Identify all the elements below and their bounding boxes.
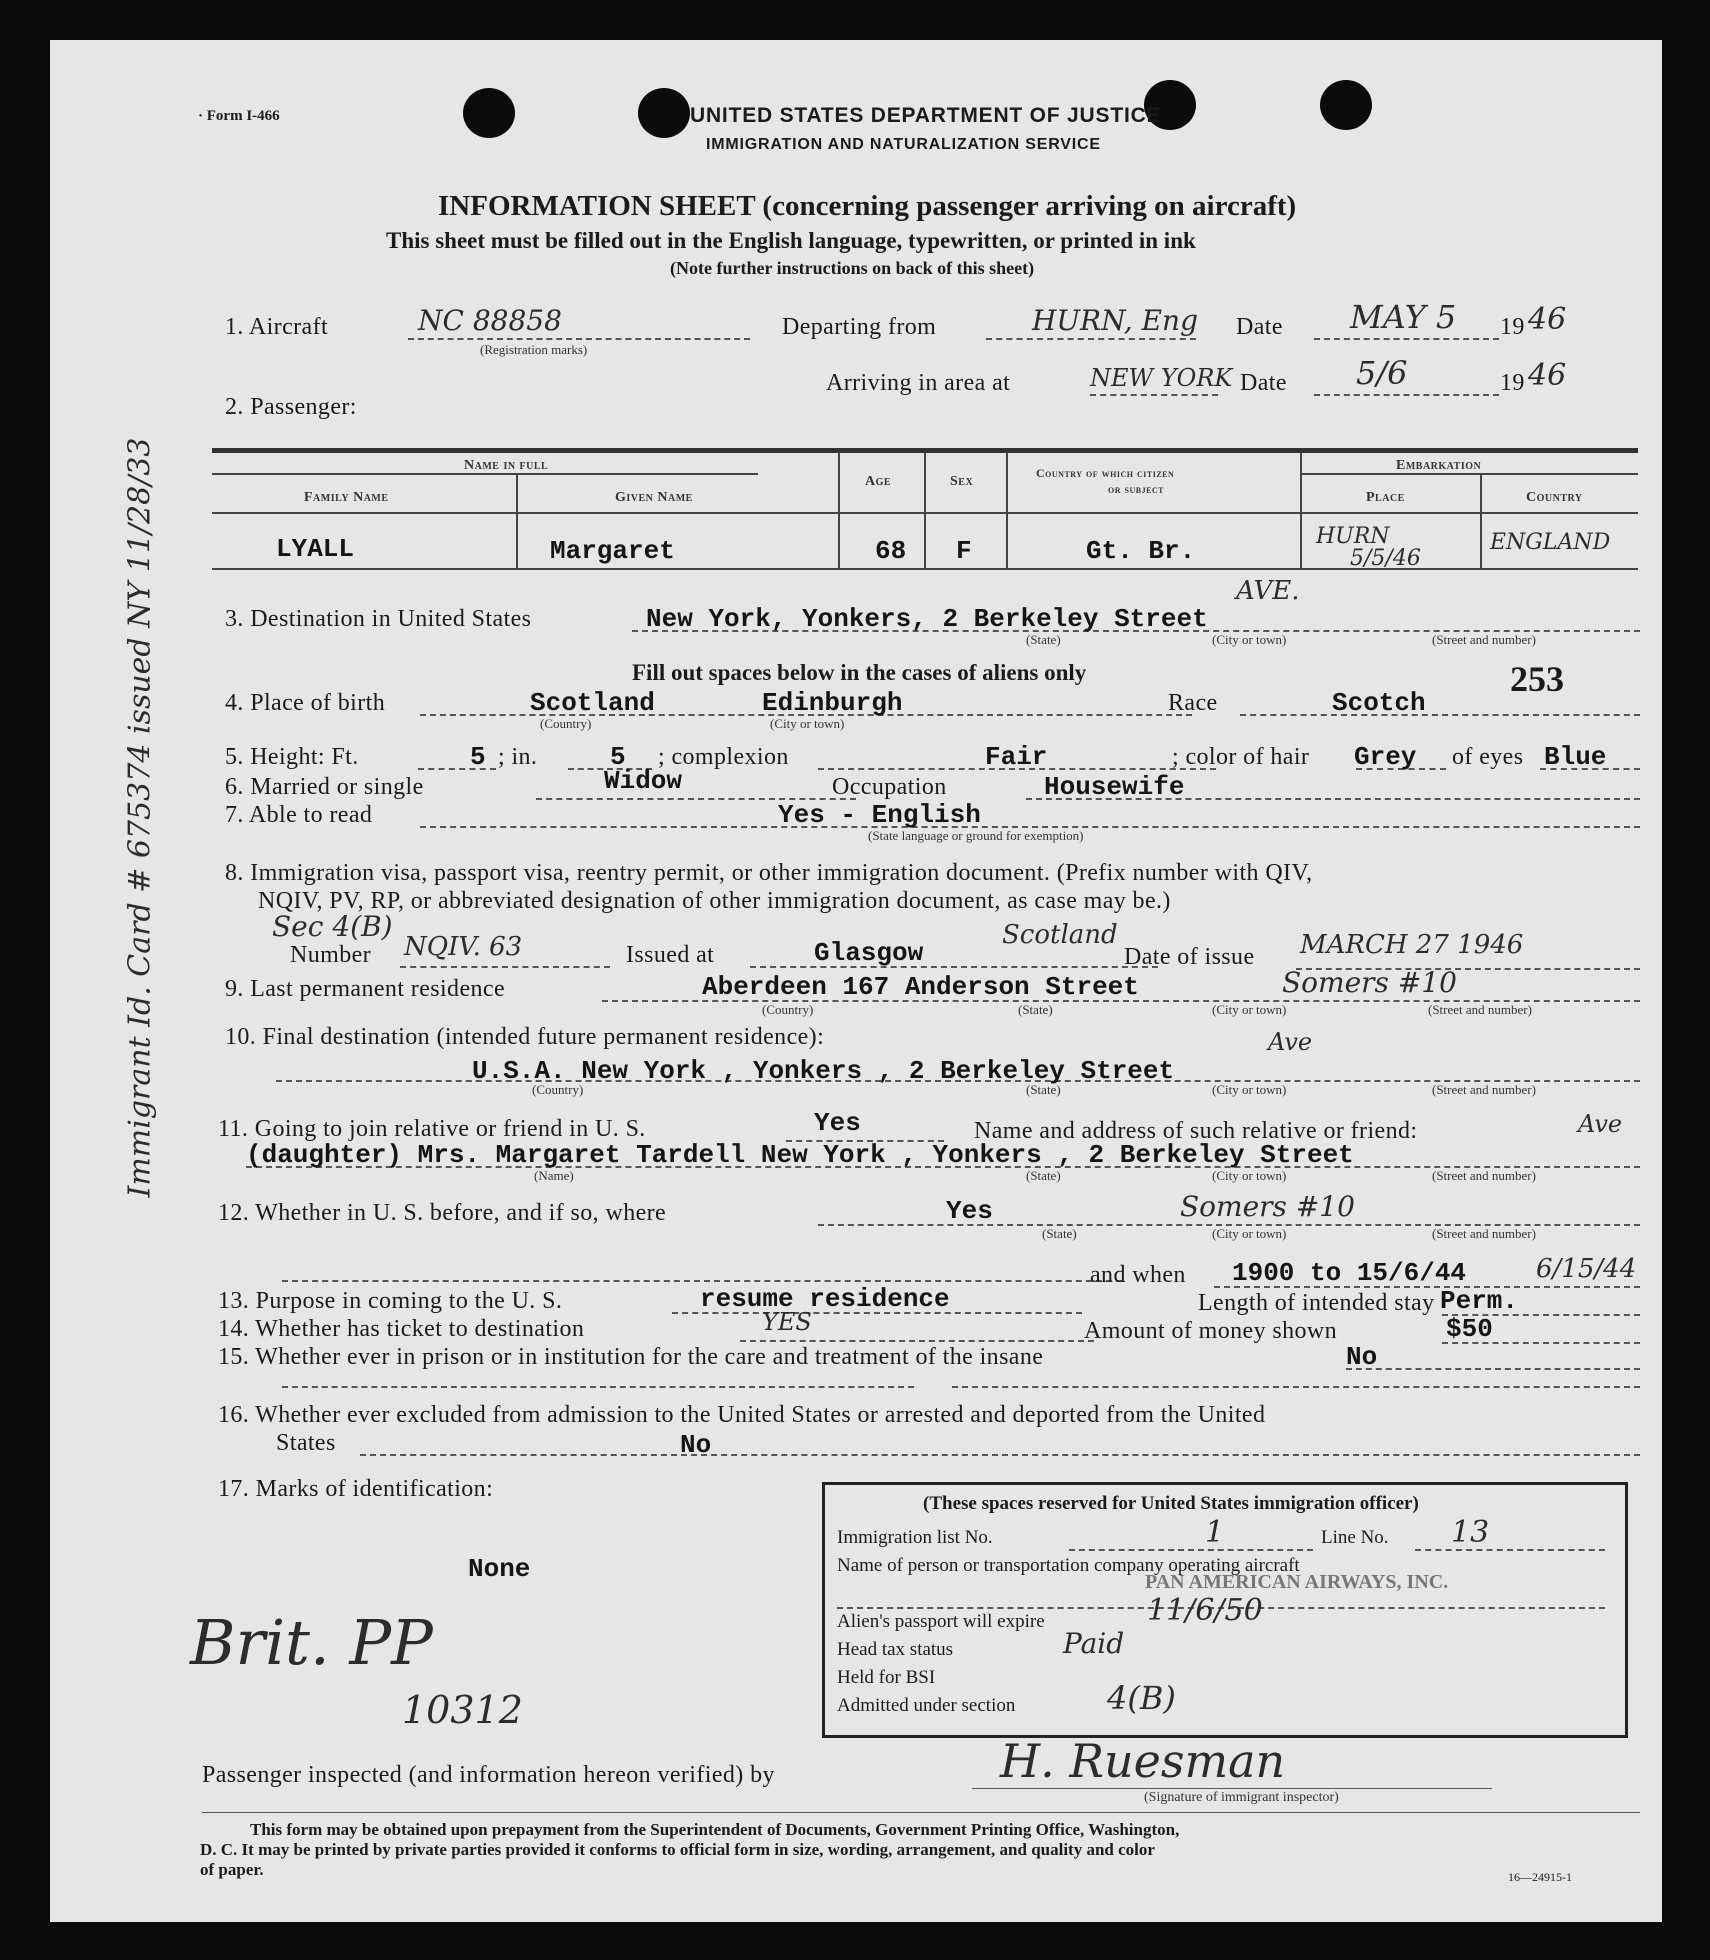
age-value[interactable]: 68 <box>875 536 907 566</box>
read-value[interactable]: Yes - English <box>778 800 981 830</box>
prison-line <box>1346 1368 1640 1370</box>
birth-city-value[interactable]: Edinburgh <box>762 688 903 718</box>
officer-box <box>822 1482 1628 1738</box>
prior-visit-value[interactable]: Yes <box>946 1196 993 1226</box>
table-rule <box>212 568 1638 570</box>
purpose-label: 13. Purpose in coming to the U. S. <box>218 1288 563 1314</box>
issued-line <box>750 966 1158 968</box>
stay-value[interactable]: Perm. <box>1440 1286 1519 1316</box>
prison-line-3 <box>952 1386 1640 1388</box>
state-caption: (State) <box>1018 1002 1053 1017</box>
aircraft-value[interactable]: NC 88858 <box>418 304 562 337</box>
section-note: Sec 4(B) <box>272 910 393 943</box>
stay-label: Length of intended stay <box>1198 1290 1435 1316</box>
admitted-section-value[interactable]: 4(B) <box>1107 1679 1176 1717</box>
complexion-value[interactable]: Fair <box>985 742 1048 772</box>
identification-label: 17. Marks of identification: <box>218 1476 494 1502</box>
instruction-line: This sheet must be filled out in the English language, typewritten, or printed in ink <box>386 228 1196 253</box>
inspector-signature[interactable]: H. Ruesman <box>1000 1734 1286 1788</box>
table-divider <box>924 452 926 568</box>
sheet-title: INFORMATION SHEET (concerning passenger arriving on aircraft) <box>438 190 1297 222</box>
state-caption: (State) <box>1026 1168 1061 1183</box>
issued-label: Issued at <box>626 942 715 968</box>
date-line <box>1314 394 1499 396</box>
relative-value[interactable]: Yes <box>814 1108 861 1138</box>
table-divider <box>1300 452 1302 568</box>
height-in-value[interactable]: 5 <box>610 742 626 772</box>
race-value[interactable]: Scotch <box>1332 688 1426 718</box>
aircraft-label: 1. Aircraft <box>225 314 329 340</box>
state-caption: (State) <box>1026 1082 1061 1097</box>
state-caption: (State) <box>1026 632 1061 647</box>
street-caption: (Street and number) <box>1428 1002 1532 1017</box>
city-caption: (City or town) <box>1212 1168 1287 1183</box>
head-tax-label: Head tax status <box>837 1639 954 1660</box>
date-label: Date <box>1240 370 1287 396</box>
ticket-line <box>740 1340 1094 1342</box>
embarkation-place-value[interactable]: HURN <box>1316 524 1390 549</box>
street-caption: (Street and number) <box>1432 632 1536 647</box>
arriving-label: Arriving in area at <box>826 370 1011 396</box>
issued-value[interactable]: Glasgow <box>814 938 924 968</box>
height-ft-value[interactable]: 5 <box>470 742 486 772</box>
height-label: 5. Height: Ft. <box>225 744 359 770</box>
marital-label: 6. Married or single <box>225 774 424 800</box>
excluded-line <box>360 1454 1640 1456</box>
state-caption: (State) <box>1042 1226 1077 1241</box>
passport-note: Brit. PP <box>190 1606 433 1679</box>
arriving-value[interactable]: NEW YORK <box>1090 364 1233 392</box>
read-label: 7. Able to read <box>225 802 373 828</box>
ticket-value[interactable]: YES <box>762 1308 812 1336</box>
list-number-value[interactable]: 1 <box>1205 1515 1225 1550</box>
arriving-line <box>1090 394 1218 396</box>
operator-label: Name of person or transportation company operating aircraft <box>837 1555 1300 1576</box>
citizen-value[interactable]: Gt. Br. <box>1086 536 1196 566</box>
given-name-value[interactable]: Margaret <box>550 536 675 566</box>
street-caption: (Street and number) <box>1432 1226 1536 1241</box>
table-divider <box>838 452 840 568</box>
family-name-value[interactable]: LYALL <box>276 534 355 564</box>
footer-line-3: of paper. <box>200 1860 264 1879</box>
excluded-label: 16. Whether ever excluded from admission to the United States or arrested and deported from the United <box>218 1402 1266 1428</box>
residence-value[interactable]: Aberdeen 167 Anderson Street <box>702 972 1139 1002</box>
departing-date[interactable]: MAY 5 <box>1350 298 1457 336</box>
hair-label: ; color of hair <box>1172 744 1310 770</box>
prior-visit-hand: Somers #10 <box>1180 1190 1355 1223</box>
prison-value[interactable]: No <box>1346 1342 1378 1372</box>
embarkation-country-header: Country <box>1526 490 1583 505</box>
purpose-value[interactable]: resume residence <box>700 1284 950 1314</box>
issued-hand: Scotland <box>1002 920 1118 950</box>
punch-hole <box>638 88 690 138</box>
footer-code: 16—24915-1 <box>1508 1870 1572 1884</box>
when-label: and when <box>1090 1262 1186 1288</box>
agency-name: UNITED STATES DEPARTMENT OF JUSTICE <box>690 104 1162 127</box>
destination-label: 3. Destination in United States <box>225 606 532 632</box>
signature-line <box>972 1788 1492 1789</box>
passport-number-note: 10312 <box>402 1688 523 1732</box>
race-label: Race <box>1168 690 1218 716</box>
prison-label: 15. Whether ever in prison or in institution for the care and treatment of the insane <box>218 1344 1044 1370</box>
city-caption: (City or town) <box>1212 1002 1287 1017</box>
occupation-label: Occupation <box>832 774 947 800</box>
money-label: Amount of money shown <box>1084 1318 1338 1344</box>
ticket-label: 14. Whether has ticket to destination <box>218 1316 585 1342</box>
passport-expire-label: Alien's passport will expire <box>837 1611 1045 1632</box>
punch-hole <box>1320 80 1372 130</box>
form-number: · Form I-466 <box>198 108 280 124</box>
head-tax-value[interactable]: Paid <box>1063 1627 1125 1660</box>
departing-year[interactable]: 46 <box>1528 302 1567 337</box>
embarkation-country-value[interactable]: ENGLAND <box>1490 530 1611 555</box>
signature-caption: (Signature of immigrant inspector) <box>1144 1790 1339 1805</box>
date-label: Date <box>1236 314 1283 340</box>
country-subject-header: or subject <box>1108 482 1165 496</box>
issue-date-value[interactable]: MARCH 27 1946 <box>1300 930 1524 960</box>
form-sheet <box>50 40 1662 1922</box>
table-divider <box>516 473 518 568</box>
instruction-note: (Note further instructions on back of this sheet) <box>670 258 1035 278</box>
passport-expire-value[interactable]: 11/6/50 <box>1147 1593 1263 1628</box>
date-line <box>1314 338 1499 340</box>
street-caption: (Street and number) <box>1432 1168 1536 1183</box>
admitted-section-label: Admitted under section <box>837 1695 1016 1716</box>
punch-hole <box>463 88 515 138</box>
complexion-label: ; complexion <box>658 744 789 770</box>
visa-label-cont: NQIV, PV, RP, or abbreviated designation of other immigration document, as case may be.) <box>258 888 1171 914</box>
aircraft-line <box>408 338 750 340</box>
visa-label: 8. Immigration visa, passport visa, reentry permit, or other immigration document. (Prefix number with QIV, <box>225 860 1313 886</box>
bsi-label: Held for BSI <box>837 1667 936 1688</box>
departing-label: Departing from <box>782 314 937 340</box>
residence-hand: Somers #10 <box>1282 966 1457 999</box>
visa-number-value[interactable]: NQIV. 63 <box>404 932 523 962</box>
identification-value[interactable]: None <box>468 1554 531 1584</box>
inches-label: ; in. <box>498 744 538 770</box>
race-line <box>1240 714 1640 716</box>
city-caption: (City or town) <box>1212 1226 1287 1241</box>
embarkation-date-value[interactable]: 5/5/46 <box>1350 546 1421 571</box>
inspection-label: Passenger inspected (and information hereon verified) by <box>202 1762 775 1788</box>
arriving-year[interactable]: 46 <box>1528 358 1567 393</box>
country-caption: (Country) <box>762 1002 814 1017</box>
excluded-label-cont: States <box>276 1430 336 1456</box>
eyes-label: of eyes <box>1452 744 1524 770</box>
visa-number-line <box>400 966 610 968</box>
residence-label: 9. Last permanent residence <box>225 976 506 1002</box>
occupation-value[interactable]: Housewife <box>1044 772 1185 802</box>
departing-value[interactable]: HURN, Eng <box>1032 304 1199 337</box>
country-citizen-header: Country of which citizen <box>1036 466 1175 480</box>
read-caption: (State language or ground for exemption) <box>868 828 1084 843</box>
excluded-value[interactable]: No <box>680 1430 712 1460</box>
registration-caption: (Registration marks) <box>480 342 588 357</box>
money-value[interactable]: $50 <box>1446 1314 1493 1344</box>
given-name-header: Given Name <box>615 490 693 505</box>
relative-correction: Ave <box>1578 1110 1623 1138</box>
eyes-value[interactable]: Blue <box>1544 742 1607 772</box>
relative-address-value[interactable]: (daughter) Mrs. Margaret Tardell New York , Yonkers , 2 Berkeley Street <box>246 1140 1354 1170</box>
street-caption: (Street and number) <box>1432 1082 1536 1097</box>
when-hand: 6/15/44 <box>1536 1254 1637 1284</box>
family-name-header: Family Name <box>304 490 389 505</box>
passenger-label: 2. Passenger: <box>225 394 357 420</box>
line-number-value[interactable]: 13 <box>1451 1515 1490 1550</box>
name-caption: (Name) <box>534 1168 574 1183</box>
hair-value[interactable]: Grey <box>1354 742 1417 772</box>
visa-number-label: Number <box>290 942 372 968</box>
country-caption: (Country) <box>540 716 592 731</box>
place-header: Place <box>1366 490 1405 505</box>
final-destination-value[interactable]: U.S.A. New York , Yonkers , 2 Berkeley Street <box>472 1056 1175 1086</box>
relative-name-label: Name and address of such relative or friend: <box>974 1118 1418 1144</box>
arriving-date[interactable]: 5/6 <box>1356 354 1408 392</box>
prior-visit-when-pre-line <box>282 1280 1122 1282</box>
line-number-label: Line No. <box>1321 1527 1389 1548</box>
city-caption: (City or town) <box>1212 632 1287 647</box>
margin-note: Immigrant Id. Card # 675374 issued NY 11/28/33 <box>122 437 158 1198</box>
prior-visit-label: 12. Whether in U. S. before, and if so, where <box>218 1200 667 1226</box>
relative-label: 11. Going to join relative or friend in U. S. <box>218 1116 646 1142</box>
year-prefix: 19 <box>1500 314 1525 340</box>
city-caption: (City or town) <box>770 716 845 731</box>
marital-value[interactable]: Widow <box>604 766 683 796</box>
issue-date-label: Date of issue <box>1124 944 1255 970</box>
final-destination-label: 10. Final destination (intended future permanent residence): <box>225 1024 825 1050</box>
table-divider <box>1006 452 1008 568</box>
service-name: IMMIGRATION AND NATURALIZATION SERVICE <box>706 136 1101 153</box>
sex-value[interactable]: F <box>956 536 972 566</box>
departing-line <box>986 338 1196 340</box>
operator-stamp[interactable]: PAN AMERICAN AIRWAYS, INC. <box>1145 1571 1449 1593</box>
officer-box-title: (These spaces reserved for United States immigration officer) <box>923 1493 1419 1514</box>
when-value[interactable]: 1900 to 15/6/44 <box>1232 1258 1467 1288</box>
destination-value[interactable]: New York, Yonkers, 2 Berkeley Street <box>646 604 1208 634</box>
list-number-label: Immigration list No. <box>837 1527 993 1548</box>
birth-country-value[interactable]: Scotland <box>530 688 655 718</box>
line-number-line <box>1415 1549 1605 1551</box>
table-divider <box>1480 473 1482 568</box>
stamp-number: 253 <box>1510 659 1564 699</box>
prison-line-2 <box>282 1386 914 1388</box>
footer-line-2: D. C. It may be printed by private parties provided it conforms to official form in size, wording, arrangement, and quality and color <box>200 1840 1155 1859</box>
birthplace-label: 4. Place of birth <box>225 690 386 716</box>
year-prefix: 19 <box>1500 370 1525 396</box>
footer-line-1: This form may be obtained upon prepayment from the Superintendent of Documents, Government Printing Office, Washington, <box>250 1820 1180 1839</box>
list-number-line <box>1069 1549 1313 1551</box>
aliens-note: Fill out spaces below in the cases of aliens only <box>632 660 1087 685</box>
city-caption: (City or town) <box>1212 1082 1287 1097</box>
destination-correction: AVE. <box>1236 576 1300 606</box>
age-header: Age <box>865 474 892 489</box>
sex-header: Sex <box>950 474 974 489</box>
footer-rule <box>202 1812 1640 1813</box>
final-destination-correction: Ave <box>1268 1028 1313 1056</box>
country-caption: (Country) <box>532 1082 584 1097</box>
embarkation-header: Embarkation <box>1396 458 1482 473</box>
name-in-full-header: Name in full <box>464 458 549 473</box>
